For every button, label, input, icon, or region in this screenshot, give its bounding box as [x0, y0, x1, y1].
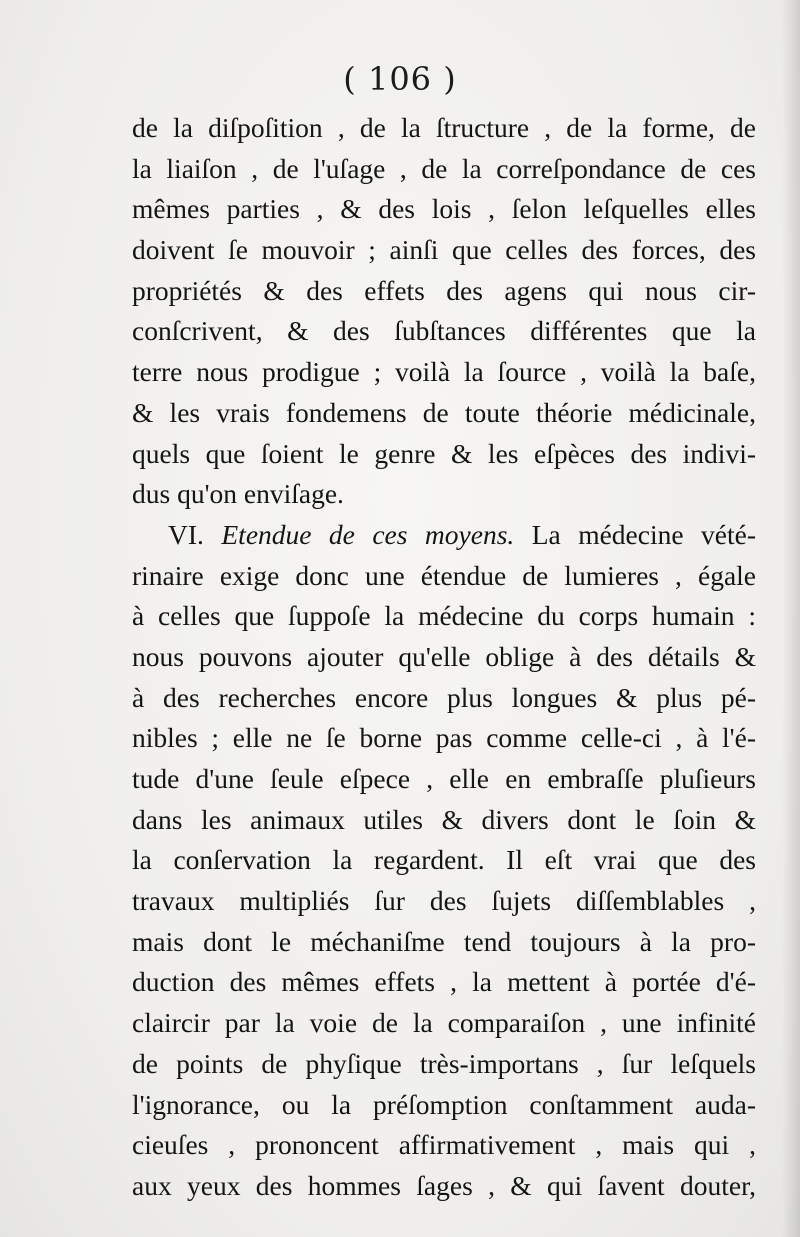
section-first-line-text: La médecine vété- [531, 518, 756, 550]
text-line: tude d'une ſeule eſpece , elle en embraſſe pluſieurs [132, 763, 756, 794]
text-line: de la diſpoſition , de la ſtructure , de la forme, de [132, 112, 756, 143]
text-line: à celles que ſuppoſe la médecine du corps humain : [132, 600, 756, 632]
text-line: aux yeux des hommes ſages , & qui ſavent douter, [132, 1169, 756, 1201]
text-line: rinaire exige donc une étendue de lumieres , égale [132, 559, 756, 591]
text-line: propriétés & des effets des agens qui nous cir- [132, 274, 756, 306]
page-edge-shadow [782, 0, 800, 1237]
text-line: duction des mêmes effets , la mettent à portée d'é- [132, 966, 756, 998]
text-line: claircir par la voie de la comparaiſon , une infinité [132, 1007, 756, 1039]
text-line: dus qu'on enviſage. [132, 478, 344, 510]
page-number: ( 106 ) [343, 60, 457, 98]
text-line: nibles ; elle ne ſe borne pas comme celle-ci , à l'é- [132, 722, 756, 754]
section-number: VI. [168, 518, 204, 550]
text-line: quels que ſoient le genre & les eſpèces des indivi- [132, 437, 756, 469]
text-line: dans les animaux utiles & divers dont le ſoin & [132, 803, 756, 835]
text-line: l'ignorance, ou la préſomption conſtamment auda- [132, 1088, 756, 1120]
text-line: cieuſes , prononcent affirmativement , mais qui , [132, 1129, 756, 1161]
text-line: nous pouvons ajouter qu'elle oblige à des détails & [132, 640, 756, 672]
text-line: mêmes parties , & des lois , ſelon leſquelles elles [132, 193, 756, 225]
text-line: conſcrivent, & des ſubſtances différentes que la [132, 315, 756, 347]
text-line: la liaiſon , de l'uſage , de la correſpondance de ces [132, 152, 756, 184]
text-line: la conſervation la regardent. Il eſt vrai que des [132, 844, 756, 876]
text-line: terre nous prodigue ; voilà la ſource , voilà la baſe, [132, 356, 756, 388]
body-text [132, 108, 756, 1207]
text-line: à des recherches encore plus longues & plus pé- [132, 681, 756, 713]
text-line: doivent ſe mouvoir ; ainſi que celles des forces, des [132, 234, 756, 266]
section-heading-line [132, 515, 756, 556]
text-line: & les vrais fondemens de toute théorie médicinale, [132, 396, 756, 428]
text-line: de points de phyſique très-importans , ſur leſquels [132, 1047, 756, 1079]
text-line: travaux multipliés ſur des ſujets diſſemblables , [132, 885, 756, 917]
section-title: Etendue de ces moyens. [221, 518, 515, 550]
text-line: mais dont le méchaniſme tend toujours à la pro- [132, 925, 756, 957]
